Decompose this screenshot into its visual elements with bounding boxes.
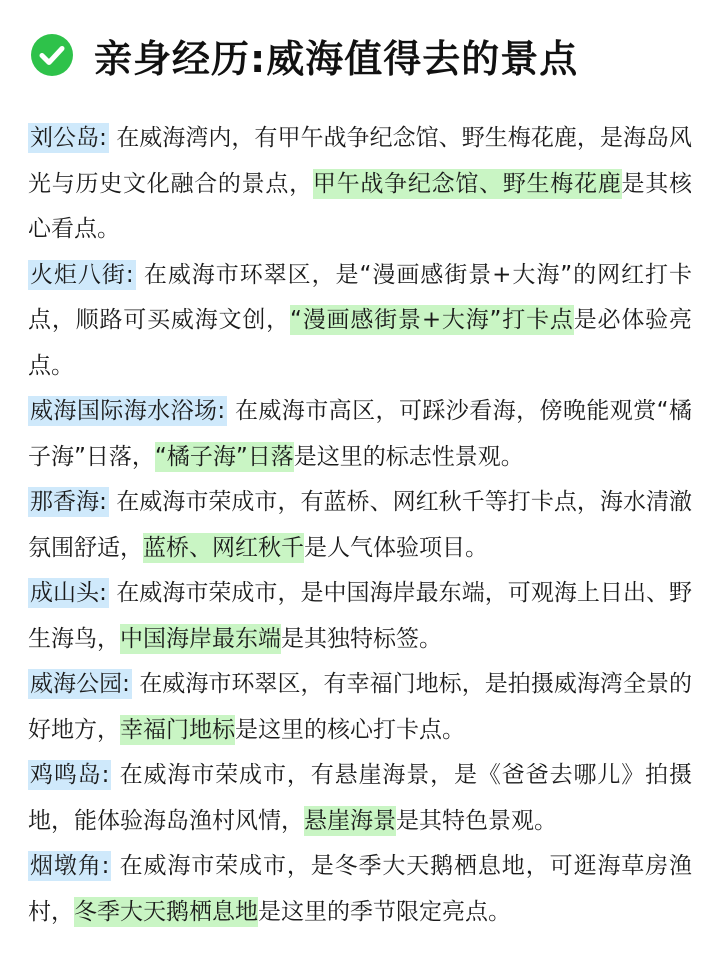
attraction-description: 在威海市高区，可踩沙看海，傍晚能观赏“橘子海”日落，: [28, 398, 693, 470]
attraction-name: 成山头:: [30, 580, 107, 606]
attraction-name: 威海国际海水浴场:: [30, 398, 226, 424]
attraction-highlight: 悬崖海景: [304, 807, 396, 834]
attraction-item: [28, 116, 692, 253]
attraction-highlight: “橘子海”日落: [154, 443, 294, 470]
attraction-description: 在威海市环翠区，有幸福门地标，是拍摄威海湾全景的好地方，: [28, 671, 693, 743]
attraction-highlight: 蓝桥、网红秋千: [143, 534, 304, 561]
attraction-highlight: 幸福门地标: [120, 716, 235, 743]
attraction-highlight: 中国海岸最东端: [120, 625, 281, 652]
attraction-highlight: 甲午战争纪念馆、野生梅花鹿: [312, 170, 622, 197]
attraction-name: 鸡鸣岛:: [30, 762, 110, 788]
attraction-description: 在威海市荣成市，是冬季大天鹅栖息地，可逛海草房渔村，: [28, 853, 693, 925]
attraction-description-end: 是其特色景观。: [396, 807, 557, 834]
attraction-item: [28, 844, 692, 935]
attraction-name: 火炬八街:: [30, 261, 134, 288]
attraction-item: [28, 389, 692, 480]
attraction-highlight: “漫画感街景+大海”打卡点: [290, 307, 574, 333]
attraction-name: 那香海:: [30, 489, 107, 515]
attraction-description-end: 是人气体验项目。: [304, 534, 488, 561]
attraction-name: 刘公岛:: [30, 125, 107, 151]
attraction-item: [28, 753, 692, 844]
attraction-description: 在威海市荣成市，是中国海岸最东端，可观海上日出、野生海鸟，: [28, 580, 693, 652]
attraction-description-end: 是其独特标签。: [281, 625, 442, 652]
attraction-name: 烟墩角:: [30, 853, 110, 879]
attraction-description-end: 是这里的季节限定亮点。: [258, 898, 511, 925]
attraction-description-end: 是其核心看点。: [28, 170, 693, 242]
attraction-item: [28, 662, 692, 753]
check-circle-icon: [30, 33, 74, 77]
attraction-description: 在威海市荣成市，有蓝桥、网红秋千等打卡点，海水清澈氛围舒适，: [28, 489, 693, 561]
attraction-description: 在威海市荣成市，有悬崖海景，是《爸爸去哪儿》拍摄地，能体验海岛渔村风情，: [28, 762, 693, 834]
attraction-item: [28, 571, 692, 662]
attraction-description-end: 是这里的核心打卡点。: [235, 716, 465, 743]
attraction-item: [28, 480, 692, 571]
header: [28, 0, 692, 110]
attraction-description: 在威海湾内，有甲午战争纪念馆、野生梅花鹿，是海岛风光与历史文化融合的景点，: [28, 125, 693, 197]
attraction-list: [28, 116, 692, 935]
attraction-highlight: 冬季大天鹅栖息地: [74, 898, 258, 925]
page-title: 亲身经历:威海值得去的景点: [94, 36, 579, 81]
attraction-description-end: 是这里的标志性景观。: [293, 443, 524, 470]
attraction-item: [28, 253, 692, 390]
attraction-name: 威海公园:: [30, 671, 130, 697]
attraction-description-end: 是必体验亮点。: [28, 307, 693, 379]
attraction-description: 在威海市环翠区，是“漫画感街景+大海”的网红打卡点，顺路可买威海文创，: [28, 261, 693, 333]
